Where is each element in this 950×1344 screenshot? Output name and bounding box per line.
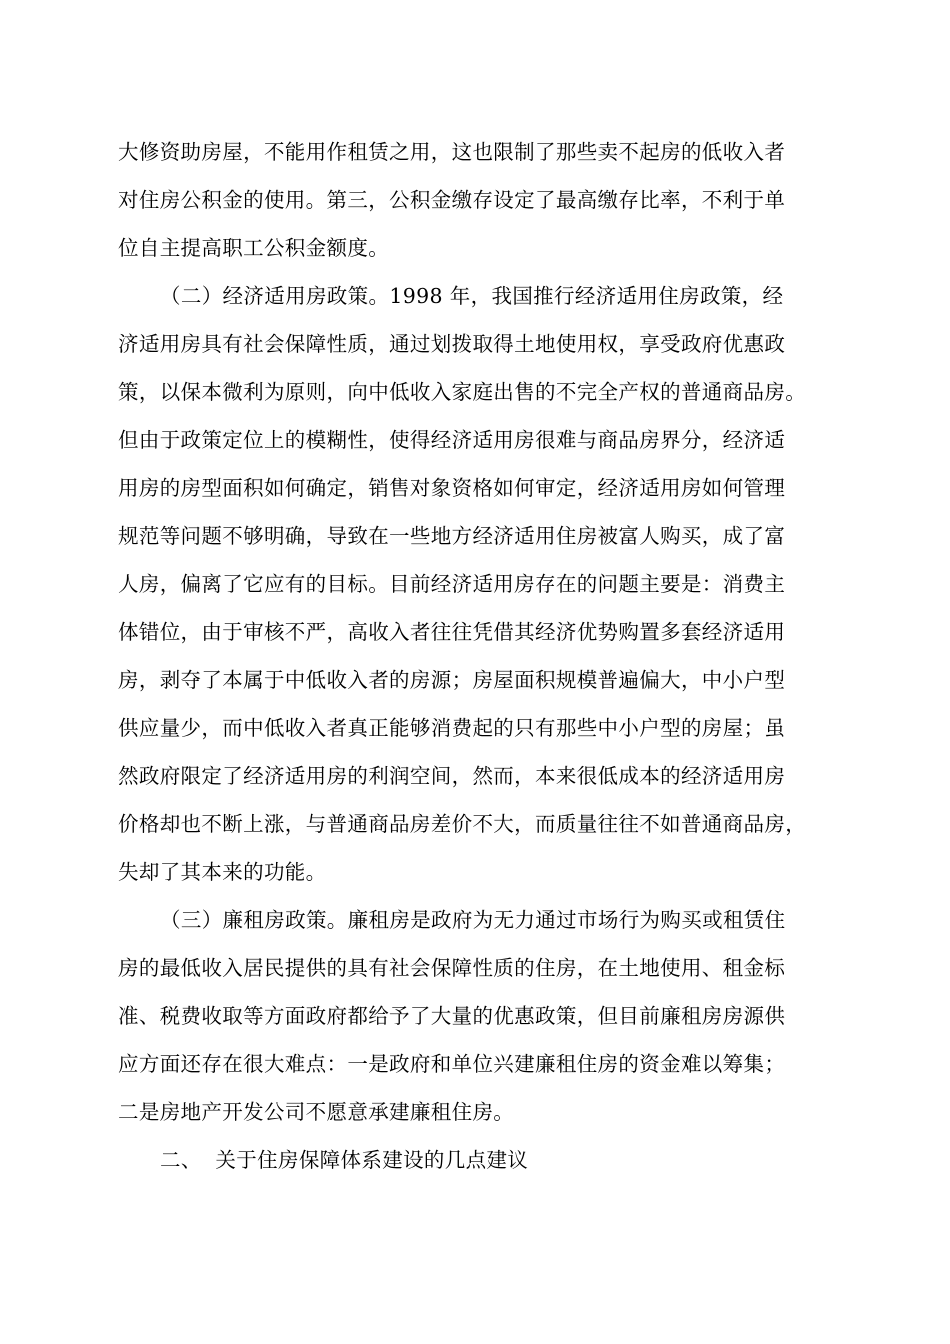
paragraph-start-line: （二）经济适用房政策。1998 年，我国推行经济适用住房政策，经	[160, 284, 784, 308]
section-heading: 二、 关于住房保障体系建设的几点建议	[160, 1148, 529, 1172]
text-line: 但由于政策定位上的模糊性，使得经济适用房很难与商品房界分，经济适	[118, 428, 786, 452]
text-line: 济适用房具有社会保障性质，通过划拨取得土地使用权，享受政府优惠政	[118, 332, 786, 356]
text-line: 房的最低收入居民提供的具有社会保障性质的住房，在土地使用、租金标	[118, 956, 786, 980]
text-line: 二是房地产开发公司不愿意承建廉租住房。	[118, 1100, 515, 1124]
text-line: 用房的房型面积如何确定，销售对象资格如何审定，经济适用房如何管理	[118, 476, 786, 500]
text-line: 位自主提高职工公积金额度。	[118, 236, 390, 260]
text-line: 人房，偏离了它应有的目标。目前经济适用房存在的问题主要是：消费主	[118, 572, 786, 596]
text-line: 失却了其本来的功能。	[118, 860, 327, 884]
text-line: 应方面还存在很大难点：一是政府和单位兴建廉租住房的资金难以筹集；	[118, 1052, 786, 1076]
text-line: 大修资助房屋，不能用作租赁之用，这也限制了那些卖不起房的低收入者	[118, 140, 786, 164]
text-line: 价格却也不断上涨，与普通商品房差价不大，而质量往往不如普通商品房，	[118, 812, 807, 836]
paragraph-start-line: （三）廉租房政策。廉租房是政府为无力通过市场行为购买或租赁住	[160, 908, 786, 932]
text-line: 然政府限定了经济适用房的利润空间，然而，本来很低成本的经济适用房	[118, 764, 786, 788]
text-line: 规范等问题不够明确，导致在一些地方经济适用住房被富人购买，成了富	[118, 524, 786, 548]
text-line: 策，以保本微利为原则，向中低收入家庭出售的不完全产权的普通商品房。	[118, 380, 807, 404]
text-line: 准、税费收取等方面政府都给予了大量的优惠政策，但目前廉租房房源供	[118, 1004, 786, 1028]
text-line: 供应量少，而中低收入者真正能够消费起的只有那些中小户型的房屋；虽	[118, 716, 786, 740]
text-line: 体错位，由于审核不严，高收入者往往凭借其经济优势购置多套经济适用	[118, 620, 786, 644]
text-line: 对住房公积金的使用。第三，公积金缴存设定了最高缴存比率，不利于单	[118, 188, 786, 212]
text-line: 房，剥夺了本属于中低收入者的房源；房屋面积规模普遍偏大，中小户型	[118, 668, 786, 692]
